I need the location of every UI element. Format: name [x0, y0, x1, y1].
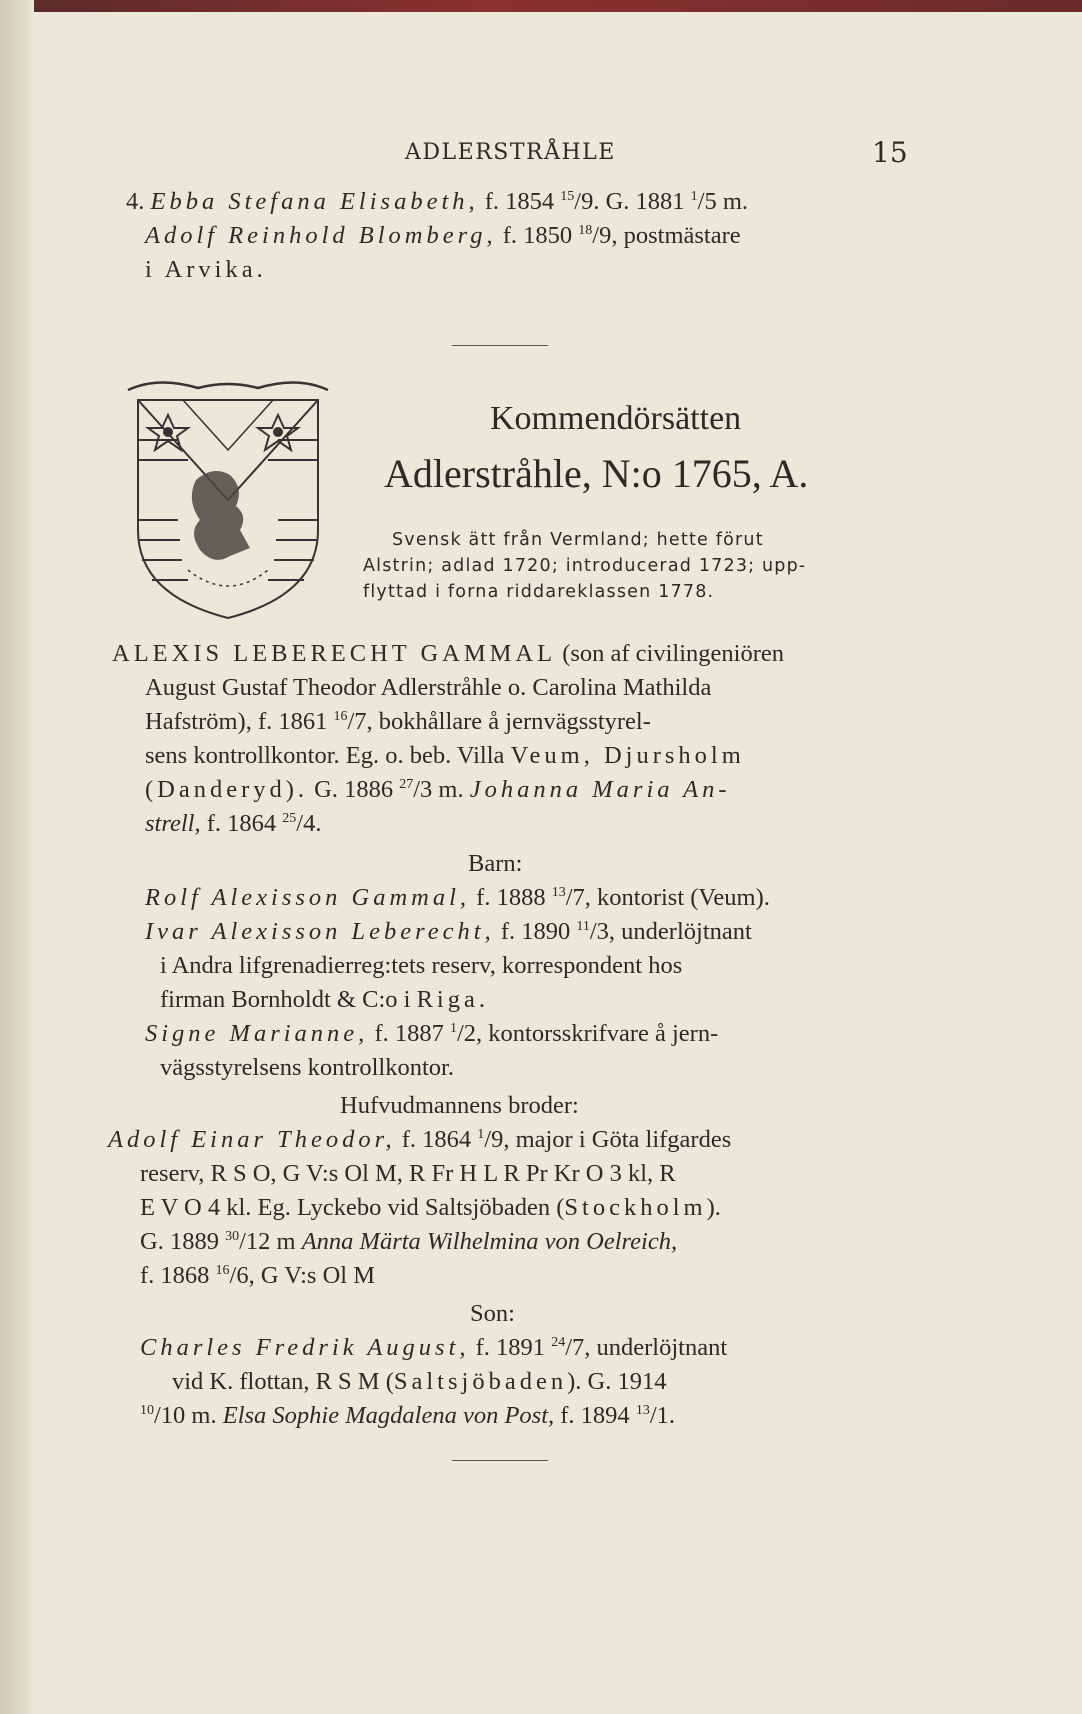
child-ivar-line2: i Andra lifgrenadierreg:tets reserv, korrespondent hos — [160, 952, 683, 979]
entry4-line3: i Arvika. — [145, 256, 267, 283]
family-note-line2: Alstrin; adlad 1720; introducerad 1723; upp- — [363, 556, 807, 576]
brother-line3: E V O 4 kl. Eg. Lyckebo vid Saltsjöbaden (Stockholm). — [140, 1194, 721, 1221]
coat-of-arms-icon — [118, 380, 338, 622]
end-divider — [452, 1460, 548, 1461]
alexis-line4: sens kontrollkontor. Eg. o. beb. Villa Veum, Djursholm — [145, 742, 745, 769]
son-line2: vid K. flottan, R S M (Saltsjöbaden). G. 1914 — [172, 1368, 667, 1395]
alexis-line6: strell, f. 1864 $^{25}$/4. — [145, 810, 322, 837]
alexis-line3: Hafström), f. 1861 $^{16}$/7, bokhållare å jernvägsstyrel- — [145, 708, 651, 735]
running-title: ADLERSTRÅHLE — [405, 140, 616, 165]
entry4-line1: 4. Ebba Stefana Elisabeth, f. 1854 $^{15}$/9. G. 1881 $^1$/5 m. — [126, 188, 749, 215]
page-top-edge — [0, 0, 1082, 12]
family-note-line1: Svensk ätt från Vermland; hette förut — [392, 530, 764, 550]
children-heading: Barn: — [468, 850, 523, 877]
family-heading-small: Kommendörsätten — [490, 400, 742, 437]
family-note-line3: flyttad i forna riddareklassen 1778. — [363, 582, 715, 602]
section-divider — [452, 345, 548, 346]
son-line1: Charles Fredrik August, f. 1891 $^{24}$/7, underlöjtnant — [140, 1334, 728, 1361]
child-ivar-line1: Ivar Alexisson Leberecht, f. 1890 $^{11}$/3, underlöjtnant — [145, 918, 752, 945]
brother-line1: Adolf Einar Theodor, f. 1864 $^1$/9, major i Göta lifgardes — [108, 1126, 732, 1153]
page-header — [0, 136, 1082, 174]
child-rolf: Rolf Alexisson Gammal, f. 1888 $^{13}$/7, kontorist (Veum). — [145, 884, 770, 911]
son-line3: $^{10}$/10 m. Elsa Sophie Magdalena von Post, f. 1894 $^{13}$/1. — [140, 1402, 675, 1429]
page-binding-edge — [0, 0, 34, 1714]
page-number: 15 — [872, 136, 908, 169]
child-signe-line2: vägsstyrelsens kontrollkontor. — [160, 1054, 454, 1081]
alexis-line5: (Danderyd). G. 1886 $^{27}$/3 m. Johanna Maria An- — [145, 776, 731, 803]
child-ivar-line3: firman Bornholdt & C:o i Riga. — [160, 986, 489, 1013]
brother-heading: Hufvudmannens broder: — [340, 1092, 579, 1119]
brother-line4: G. 1889 $^{30}$/12 m Anna Märta Wilhelmina von Oelreich, — [140, 1228, 678, 1255]
alexis-line1: ALEXIS LEBERECHT GAMMAL (son af civilingeniören — [112, 640, 784, 667]
son-heading: Son: — [470, 1300, 515, 1327]
entry4-line2: Adolf Reinhold Blomberg, f. 1850 $^{18}$/9, postmästare — [145, 222, 741, 249]
brother-line2: reserv, R S O, G V:s Ol M, R Fr H L R Pr Kr O 3 kl, R — [140, 1160, 676, 1187]
alexis-line2: August Gustaf Theodor Adlerstråhle o. Carolina Mathilda — [145, 674, 712, 701]
brother-line5: f. 1868 $^{16}$/6, G V:s Ol M — [140, 1262, 375, 1289]
child-signe-line1: Signe Marianne, f. 1887 $^1$/2, kontorsskrifvare å jern- — [145, 1020, 719, 1047]
family-heading-large: Adlerstråhle, N:o 1765, A. — [384, 451, 809, 496]
